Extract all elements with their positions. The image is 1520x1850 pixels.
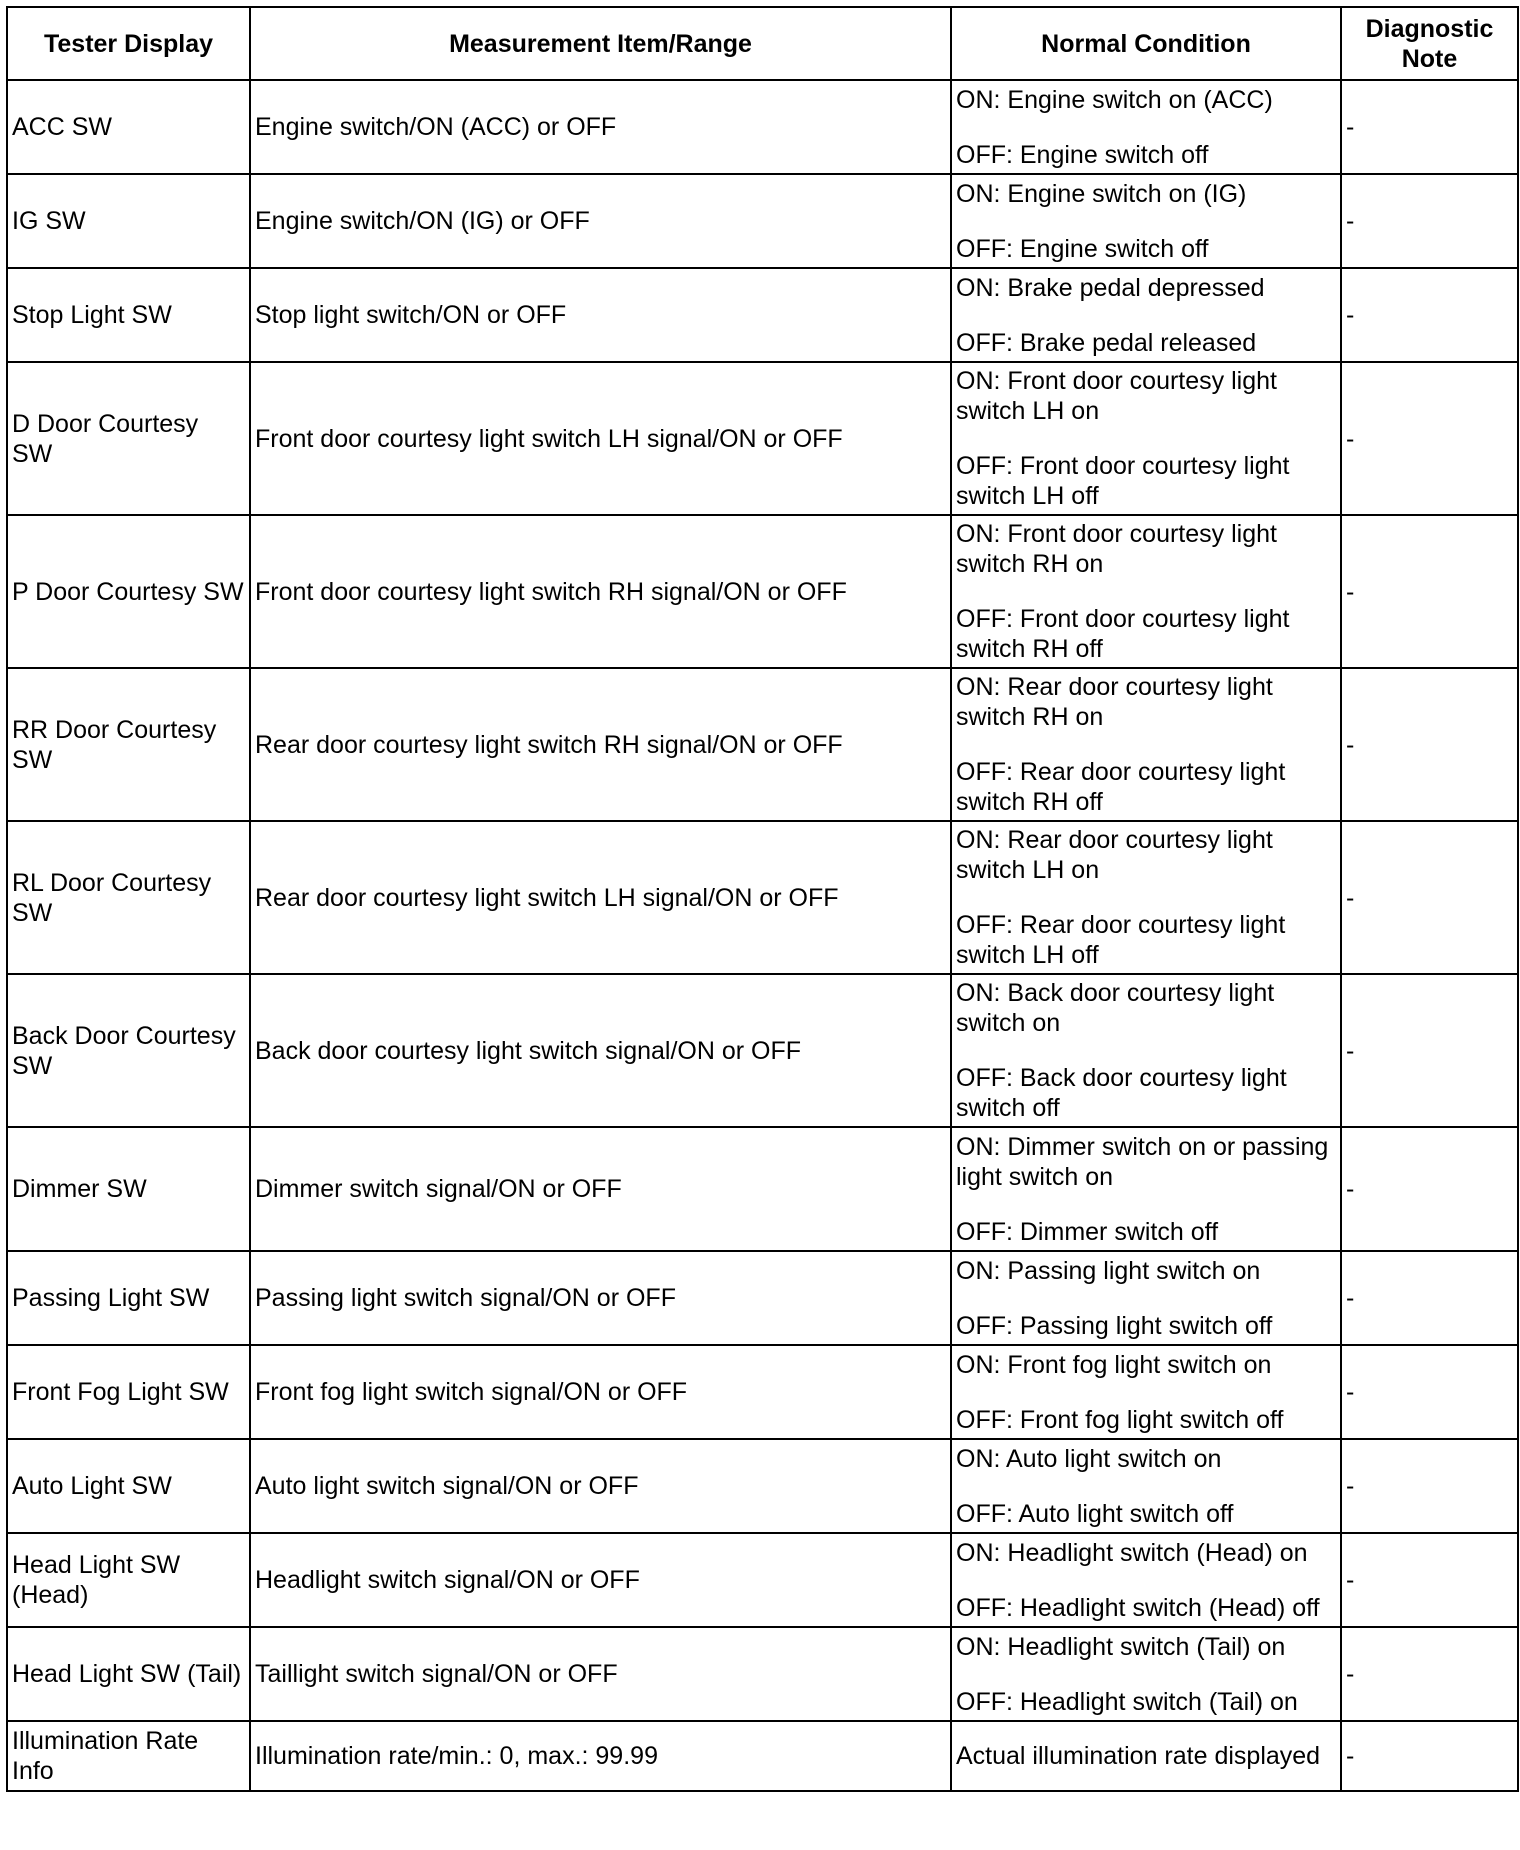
off-condition: OFF: Rear door courtesy light switch RH off [956,758,1286,816]
on-condition: ON: Front door courtesy light switch RH on [956,520,1277,578]
diagnostic-note-cell: - [1341,821,1518,974]
tester-display-cell: D Door Courtesy SW [7,362,250,515]
measurement-cell: Passing light switch signal/ON or OFF [250,1251,951,1345]
diagnostic-note-cell: - [1341,174,1518,268]
diagnostic-note-cell: - [1341,1251,1518,1345]
normal-condition-cell [951,268,1341,362]
normal-condition-cell [951,1533,1341,1627]
normal-condition-cell [951,974,1341,1127]
off-condition: OFF: Engine switch off [956,234,1209,263]
tester-display-cell: Stop Light SW [7,268,250,362]
normal-condition-cell [951,1251,1341,1345]
on-condition: ON: Engine switch on (ACC) [956,85,1273,114]
table-row [7,362,1518,515]
off-condition: OFF: Auto light switch off [956,1499,1234,1528]
tester-display-cell: RL Door Courtesy SW [7,821,250,974]
normal-condition-cell [951,668,1341,821]
diagnostic-note-cell: - [1341,362,1518,515]
table-row [7,1627,1518,1721]
measurement-cell: Dimmer switch signal/ON or OFF [250,1127,951,1251]
header-normal-condition: Normal Condition [951,7,1341,80]
off-condition: OFF: Brake pedal released [956,328,1257,357]
on-condition: ON: Passing light switch on [956,1256,1261,1285]
measurement-cell: Headlight switch signal/ON or OFF [250,1533,951,1627]
tester-display-cell: P Door Courtesy SW [7,515,250,668]
diagnostic-note-cell: - [1341,515,1518,668]
tester-display-cell: Passing Light SW [7,1251,250,1345]
measurement-cell: Engine switch/ON (IG) or OFF [250,174,951,268]
data-list-table [6,6,1519,1792]
off-condition: OFF: Engine switch off [956,140,1209,169]
on-condition: ON: Headlight switch (Head) on [956,1538,1308,1567]
normal-condition-cell [951,515,1341,668]
off-condition: OFF: Headlight switch (Tail) on [956,1687,1298,1716]
off-condition: OFF: Back door courtesy light switch off [956,1064,1287,1122]
on-condition: ON: Brake pedal depressed [956,273,1265,302]
diagnostic-note-cell: - [1341,268,1518,362]
diagnostic-note-cell: - [1341,80,1518,174]
normal-condition-cell [951,174,1341,268]
off-condition: OFF: Dimmer switch off [956,1217,1219,1246]
normal-condition-cell [951,362,1341,515]
table-row [7,1127,1518,1251]
diagnostic-note-cell: - [1341,1627,1518,1721]
on-condition: ON: Back door courtesy light switch on [956,979,1275,1037]
measurement-cell: Front door courtesy light switch LH signal/ON or OFF [250,362,951,515]
table-row [7,668,1518,821]
diagnostic-note-cell: - [1341,1721,1518,1791]
table-row [7,515,1518,668]
diagnostic-note-cell: - [1341,1127,1518,1251]
on-condition: ON: Rear door courtesy light switch RH on [956,673,1273,731]
normal-condition-cell [951,821,1341,974]
diagnostic-note-cell: - [1341,974,1518,1127]
tester-display-cell: Head Light SW (Head) [7,1533,250,1627]
header-tester-display: Tester Display [7,7,250,80]
measurement-cell: Stop light switch/ON or OFF [250,268,951,362]
table-row [7,1345,1518,1439]
tester-display-cell: ACC SW [7,80,250,174]
table-row [7,268,1518,362]
header-row [7,7,1518,80]
measurement-cell: Rear door courtesy light switch LH signal/ON or OFF [250,821,951,974]
tester-display-cell: Back Door Courtesy SW [7,974,250,1127]
measurement-cell: Auto light switch signal/ON or OFF [250,1439,951,1533]
header-measurement-item: Measurement Item/Range [250,7,951,80]
on-condition: ON: Rear door courtesy light switch LH on [956,826,1273,884]
diagnostic-note-cell: - [1341,1345,1518,1439]
off-condition: OFF: Front door courtesy light switch LH off [956,452,1290,510]
off-condition: OFF: Front fog light switch off [956,1405,1284,1434]
on-condition: ON: Dimmer switch on or passing light switch on [956,1132,1329,1191]
table-row [7,974,1518,1127]
tester-display-cell: Head Light SW (Tail) [7,1627,250,1721]
measurement-cell: Front fog light switch signal/ON or OFF [250,1345,951,1439]
table-row [7,1439,1518,1533]
normal-condition-cell [951,80,1341,174]
tester-display-cell: Illumination Rate Info [7,1721,250,1791]
off-condition: OFF: Passing light switch off [956,1311,1273,1340]
off-condition: OFF: Headlight switch (Head) off [956,1593,1320,1622]
tester-display-cell: IG SW [7,174,250,268]
measurement-cell: Rear door courtesy light switch RH signal/ON or OFF [250,668,951,821]
normal-condition-cell [951,1345,1341,1439]
measurement-cell: Engine switch/ON (ACC) or OFF [250,80,951,174]
on-condition: ON: Headlight switch (Tail) on [956,1632,1286,1661]
off-condition: OFF: Front door courtesy light switch RH off [956,605,1290,663]
on-condition: ON: Auto light switch on [956,1444,1222,1473]
table-row [7,1533,1518,1627]
measurement-cell: Front door courtesy light switch RH signal/ON or OFF [250,515,951,668]
measurement-cell: Taillight switch signal/ON or OFF [250,1627,951,1721]
tester-display-cell: Auto Light SW [7,1439,250,1533]
normal-condition-cell [951,1127,1341,1251]
diagnostic-note-cell: - [1341,1533,1518,1627]
tester-display-cell: Dimmer SW [7,1127,250,1251]
tester-display-cell: Front Fog Light SW [7,1345,250,1439]
measurement-cell: Back door courtesy light switch signal/ON or OFF [250,974,951,1127]
diagnostic-note-cell: - [1341,668,1518,821]
on-condition: ON: Front fog light switch on [956,1350,1272,1379]
table-row [7,1721,1518,1791]
on-condition: ON: Engine switch on (IG) [956,179,1247,208]
measurement-cell: Illumination rate/min.: 0, max.: 99.99 [250,1721,951,1791]
table-row [7,80,1518,174]
header-diagnostic-note: Diagnostic Note [1341,7,1518,80]
tester-display-cell: RR Door Courtesy SW [7,668,250,821]
normal-condition-cell: Actual illumination rate displayed [951,1721,1341,1791]
on-condition: ON: Front door courtesy light switch LH on [956,367,1277,425]
table-row [7,821,1518,974]
table-row [7,174,1518,268]
off-condition: OFF: Rear door courtesy light switch LH off [956,911,1286,969]
diagnostic-note-cell: - [1341,1439,1518,1533]
normal-condition-cell [951,1627,1341,1721]
table-row [7,1251,1518,1345]
normal-condition-cell [951,1439,1341,1533]
